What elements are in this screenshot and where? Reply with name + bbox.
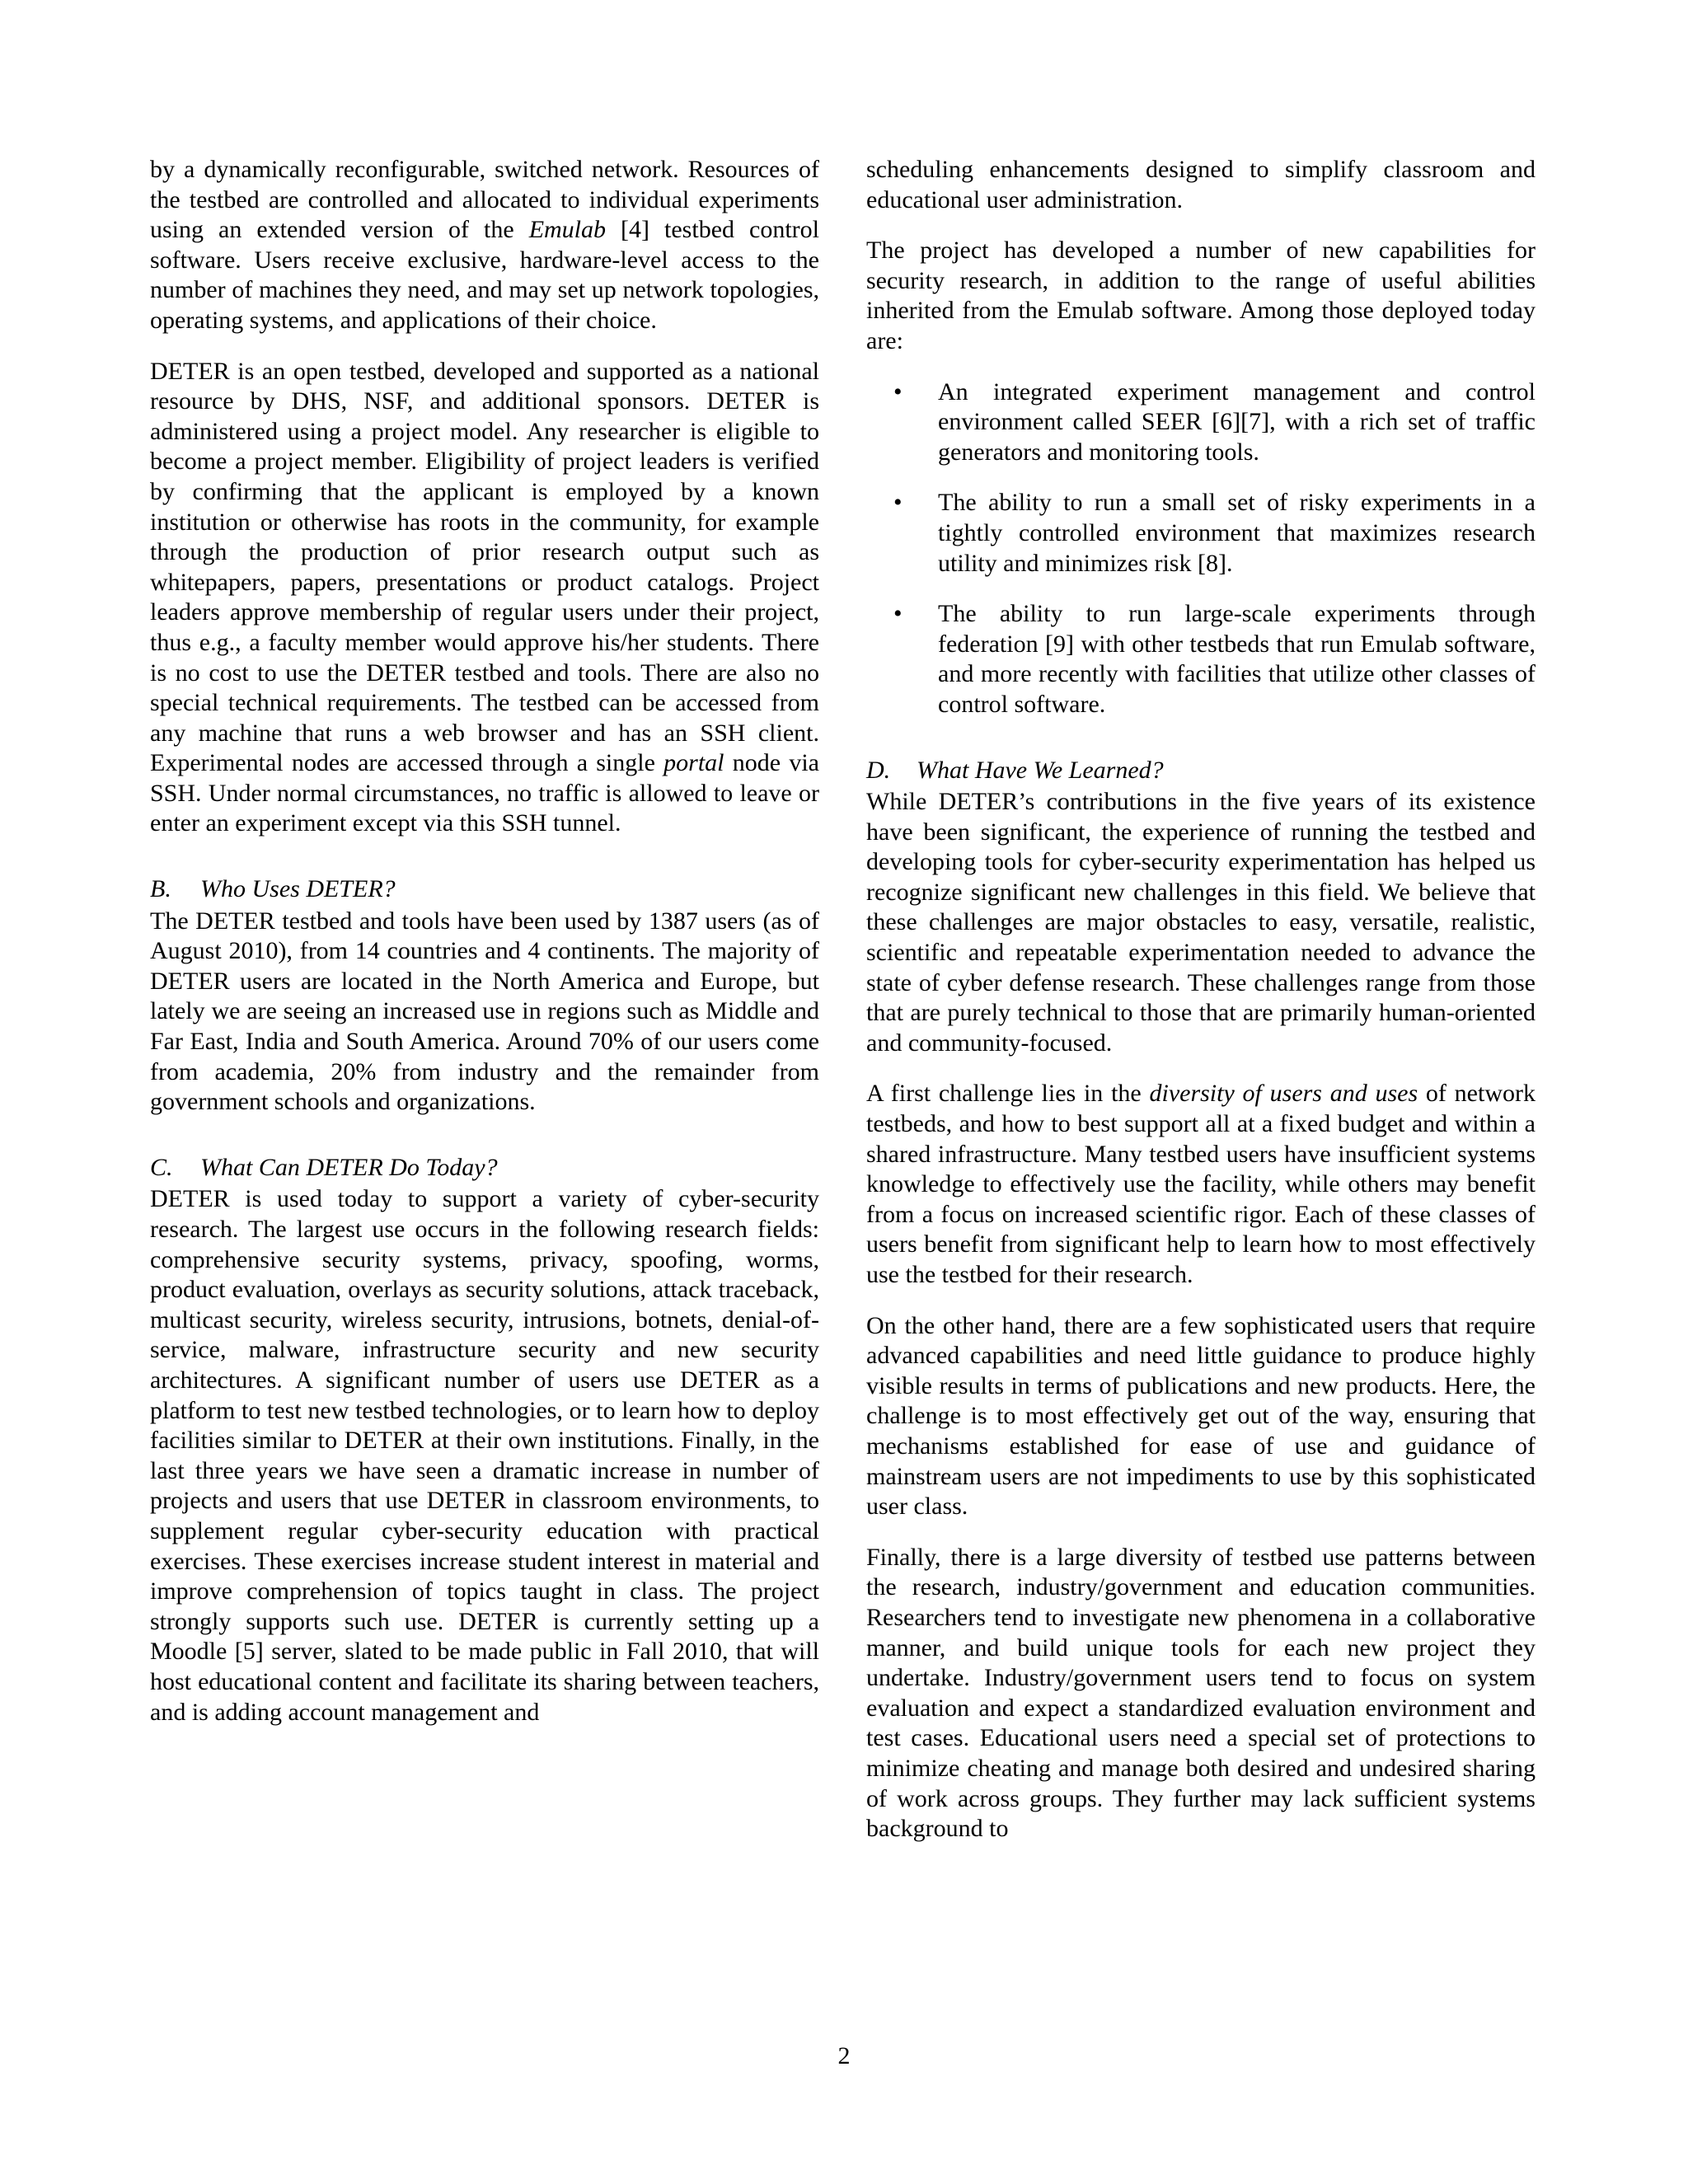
left-column: [150, 155, 819, 1727]
section-heading-what-learned: [866, 756, 1536, 786]
bullet-icon: •: [893, 600, 903, 628]
section-number: D.: [866, 756, 891, 784]
paragraph-research-uses: DETER is used today to support a variety of cyber-security research. The largest use occurs in the following research fields: comprehensive security systems, privacy, spoofing, worms, product evaluation, overlays as security solutions, attack traceback, multicast security, wireless security, intrusions, botnets, denial-of-service, malware, infrastructure security and new security architectures. A significant number of users use DETER as a platform to test new testbed technologies, or to learn how to deploy facilities similar to DETER at their own institutions. Finally, in the last three years we have seen a dramatic increase in number of projects and users that use DETER in classroom environments, to supplement regular cyber-security education with practical exercises. These exercises increase student interest in material and improve comprehension of topics taught in class. The project strongly supports such use. DETER is currently setting up a Moodle [5] server, slated to be made public in Fall 2010, that will host educational content and facilitate its sharing between teachers, and is adding account management and: [150, 1185, 819, 1726]
section-number: C.: [150, 1153, 173, 1181]
paragraph-new-capabilities: The project has developed a number of new capabilities for security research, in addition to the range of useful abilities inherited from the Emulab software. Among those deployed today are:: [866, 237, 1536, 354]
list-item: • The ability to run a small set of risky experiments in a tightly controlled environment that maximizes research utility and minimizes risk [8].: [893, 489, 1536, 577]
section-number: B.: [150, 875, 171, 903]
bullet-icon: •: [893, 377, 903, 405]
paragraph-open-testbed: DETER is an open testbed, developed and supported as a national resource by DHS, NSF, and additional sponsors. DETER is administered using a project model. Any researcher is eligible to become a project member. Eligibility of project leaders is verified by confirming that the applicant is employed by a known institution or otherwise has roots in the community, for example through the production of prior research output such as whitepapers, papers, presentations or product catalogs. Project leaders approve membership of regular users under their project, thus e.g., a faculty member would approve his/her students. There is no cost to use the DETER testbed and tools. There are also no special technical requirements. The testbed can be accessed from any machine that runs a web browser and has an SSH client. Experimental nodes are accessed through a single portal node via SSH. Under normal circumstances, no traffic is allowed to leave or enter an experiment except via this SSH tunnel.: [150, 357, 819, 837]
right-column: [866, 155, 1536, 1844]
section-heading-who-uses: [150, 874, 819, 905]
paragraph-testbed-control: by a dynamically reconfigurable, switched network. Resources of the testbed are controlled and allocated to individual experiments using an extended version of the Emulab [4] testbed control software. Users receive exclusive, hardware-level access to the number of machines they need, and may set up network topologies, operating systems, and applications of their choice.: [150, 156, 820, 334]
diversity-emphasis: diversity of users and uses: [1149, 1080, 1418, 1108]
section-title: What Have We Learned?: [917, 756, 1164, 784]
list-item: • An integrated experiment management and control environment called SEER [6][7], with a rich set of traffic generators and monitoring tools.: [893, 377, 1536, 466]
section-title: What Can DETER Do Today?: [200, 1153, 498, 1181]
page-number: 2: [837, 2042, 851, 2069]
section-heading-what-can-do: [150, 1153, 819, 1183]
paragraph-user-statistics: The DETER testbed and tools have been used by 1387 users (as of August 2010), from 14 countries and 4 continents. The majority of DETER users are located in the North America and Europe, but lately we are seeing an increased use in regions such as Middle and Far East, India and South America. Around 70% of our users come from academia, 20% from industry and the remainder from government schools and organizations.: [150, 907, 819, 1116]
paragraph-diversity: A first challenge lies in the diversity of users and uses of network testbeds, and how to best support all at a fixed budget and within a shared infrastructure. Many testbed users have insufficient systems knowledge to effectively use the facility, while others may benefit from a focus on increased scientific rigor. Each of these classes of users benefit from significant help to learn how to most effectively use the testbed for their research.: [866, 1080, 1536, 1288]
bullet-icon: •: [893, 489, 903, 517]
paragraph-sophisticated-users: On the other hand, there are a few sophisticated users that require advanced capabilities and need little guidance to produce highly visible results in terms of publications and new products. Here, the challenge is to most effectively get out of the way, ensuring that mechanisms established for ease of use and guidance of mainstream users are not impediments to use by this sophisticated user class.: [866, 1311, 1536, 1521]
list-item: • The ability to run large-scale experiments through federation [9] with other testbeds that run Emulab software, and more recently with facilities that utilize other classes of control software.: [893, 600, 1536, 718]
paragraph-scheduling: scheduling enhancements designed to simplify classroom and educational user administration.: [866, 156, 1536, 213]
capabilities-list: [866, 377, 1536, 720]
paragraph-use-patterns: Finally, there is a large diversity of testbed use patterns between the research, industry/government and education communities. Researchers tend to investigate new phenomena in a collaborative manner, and build unique tools for each new project they undertake. Industry/government users tend to focus on system evaluation and expect a standardized evaluation environment and test cases. Educational users need a special set of protections to minimize cheating and manage both desired and undesired sharing of work across groups. They further may lack sufficient systems background to: [866, 1543, 1536, 1843]
portal-emphasis: portal: [663, 749, 724, 777]
emulab-emphasis: Emulab: [528, 216, 607, 244]
section-title: Who Uses DETER?: [200, 875, 396, 903]
paragraph-challenges: While DETER’s contributions in the five years of its existence have been significant, the experience of running the testbed and developing tools for cyber-security experimentation has helped us recognize significant new challenges in this field. We believe that these challenges are major obstacles to easy, versatile, realistic, scientific and repeatable experimentation needed to advance the state of cyber defense research. These challenges range from those that are purely technical to those that are primarily human-oriented and community-focused.: [866, 788, 1536, 1057]
